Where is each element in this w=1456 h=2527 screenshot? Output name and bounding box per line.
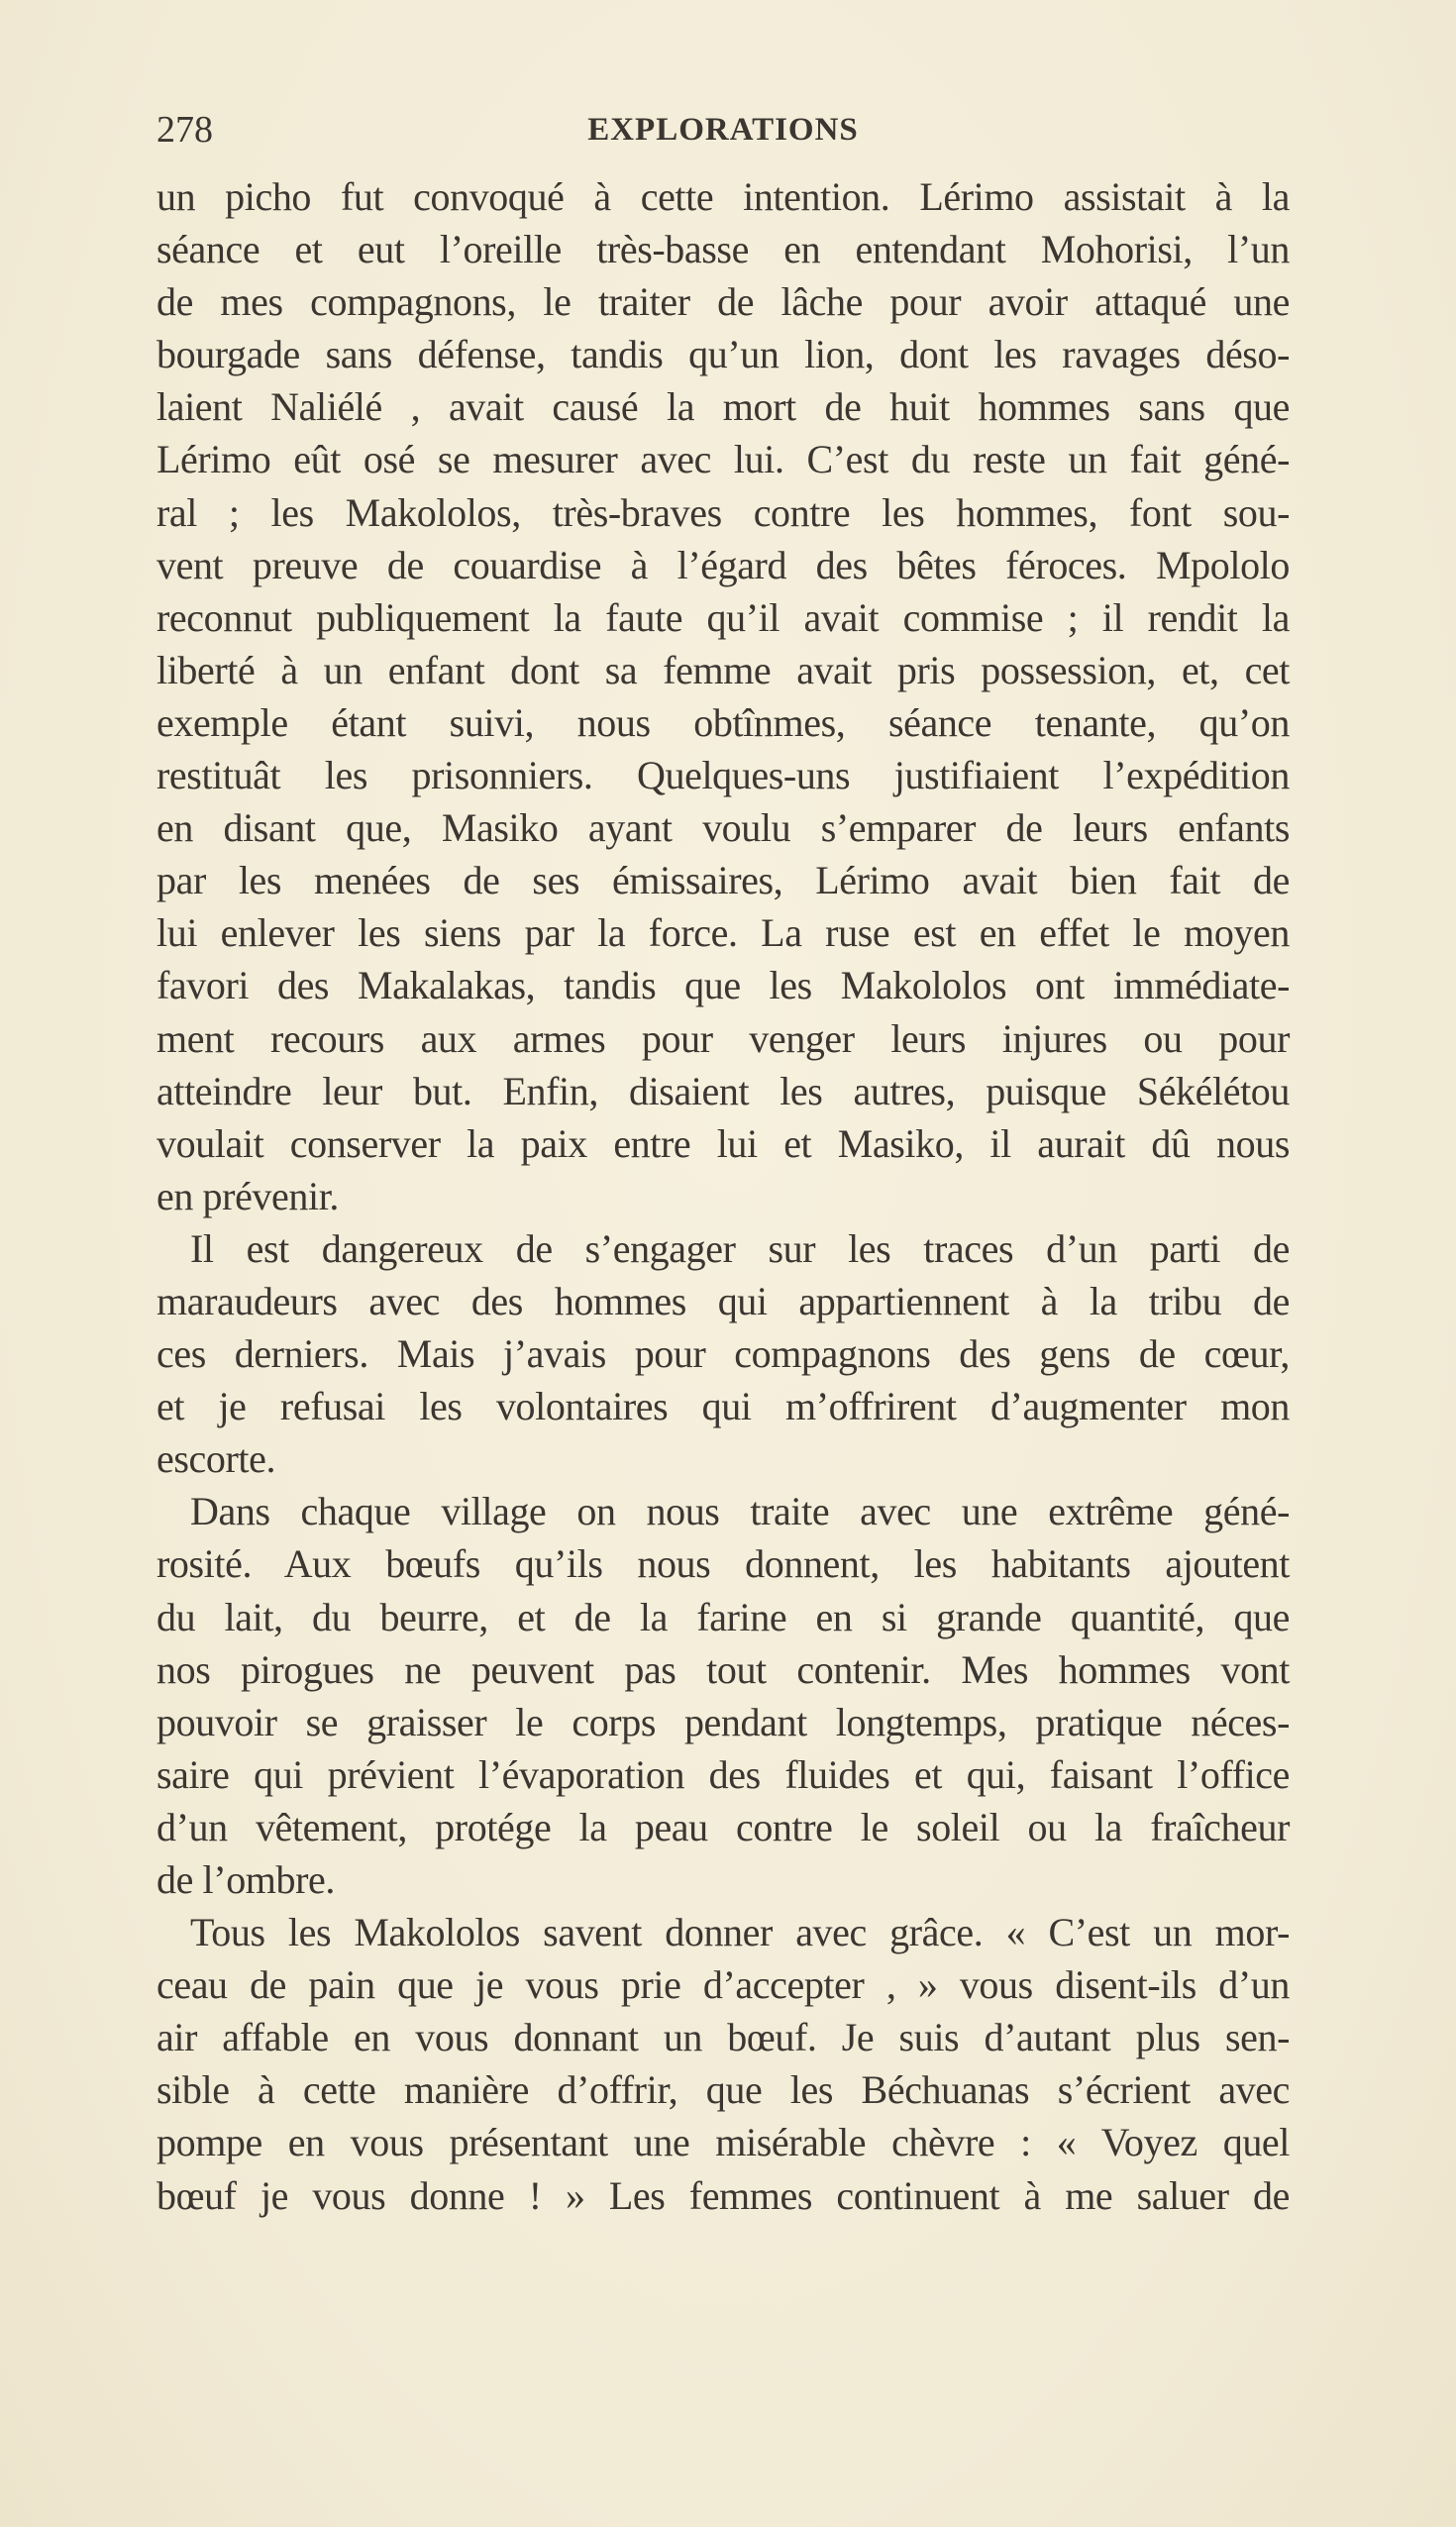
text-line: de mes compagnons, le traiter de lâche pour avoir attaqué une xyxy=(156,279,1290,325)
text-line: rosité. Aux bœufs qu’ils nous donnent, les habitants ajoutent xyxy=(156,1541,1290,1587)
text-line: bœuf je vous donne ! » Les femmes continuent à me saluer de xyxy=(156,2172,1290,2218)
text-line: restituât les prisonniers. Quelques-uns justifiaient l’expédition xyxy=(156,753,1290,798)
text-line: air affable en vous donnant un bœuf. Je suis d’autant plus sen- xyxy=(156,2015,1290,2060)
text-line: saire qui prévient l’évaporation des fluides et qui, faisant l’office xyxy=(156,1751,1290,1797)
page-body-text xyxy=(156,170,1290,2222)
text-line: maraudeurs avec des hommes qui appartiennent à la tribu de xyxy=(156,1278,1290,1323)
text-line: ral ; les Makololos, très-braves contre les hommes, font sou- xyxy=(156,489,1290,535)
text-line: vent preuve de couardise à l’égard des bêtes féroces. Mpololo xyxy=(156,542,1290,587)
text-line: et je refusai les volontaires qui m’offrirent d’augmenter mon xyxy=(156,1384,1290,1429)
text-line: Tous les Makololos savent donner avec grâce. « C’est un mor- xyxy=(190,1910,1290,1955)
text-line: voulait conserver la paix entre lui et Masiko, il aurait dû nous xyxy=(156,1120,1290,1166)
text-line: séance et eut l’oreille très-basse en entendant Mohorisi, l’un xyxy=(156,227,1290,272)
paragraph xyxy=(156,170,1290,1222)
text-line: du lait, du beurre, et de la farine en si grande quantité, que xyxy=(156,1594,1290,1639)
paragraph xyxy=(156,1906,1290,2222)
running-title: EXPLORATIONS xyxy=(587,112,859,148)
text-line: Il est dangereux de s’engager sur les traces d’un parti de xyxy=(190,1225,1290,1271)
text-line: pouvoir se graisser le corps pendant longtemps, pratique néces- xyxy=(156,1699,1290,1744)
text-line: laient Naliélé , avait causé la mort de huit hommes sans que xyxy=(156,384,1290,430)
text-line: ces derniers. Mais j’avais pour compagnons des gens de cœur, xyxy=(156,1331,1290,1377)
text-line: Lérimo eût osé se mesurer avec lui. C’est du reste un fait géné- xyxy=(156,437,1290,482)
text-line: ment recours aux armes pour venger leurs injures ou pour xyxy=(156,1015,1290,1061)
text-line: d’un vêtement, protége la peau contre le soleil ou la fraîcheur xyxy=(156,1804,1290,1849)
page-number: 278 xyxy=(156,109,213,151)
text-line: sible à cette manière d’offrir, que les Béchuanas s’écrient avec xyxy=(156,2067,1290,2113)
text-line: atteindre leur but. Enfin, disaient les autres, puisque Sékélétou xyxy=(156,1068,1290,1113)
page-header xyxy=(156,105,1290,155)
text-line: en disant que, Masiko ayant voulu s’emparer de leurs enfants xyxy=(156,805,1290,851)
text-line: liberté à un enfant dont sa femme avait pris possession, et, cet xyxy=(156,647,1290,692)
text-line: exemple étant suivi, nous obtînmes, séance tenante, qu’on xyxy=(156,699,1290,745)
text-line: reconnut publiquement la faute qu’il avait commise ; il rendit la xyxy=(156,594,1290,640)
text-line: Dans chaque village on nous traite avec une extrême géné- xyxy=(190,1489,1290,1534)
text-line: un picho fut convoqué à cette intention. Lérimo assistait à la xyxy=(156,174,1290,219)
text-line: de l’ombre. xyxy=(156,1857,335,1902)
text-line: favori des Makalakas, tandis que les Makololos ont immédiate- xyxy=(156,963,1290,1008)
paragraph xyxy=(156,1222,1290,1485)
text-line: nos pirogues ne peuvent pas tout contenir. Mes hommes vont xyxy=(156,1646,1290,1692)
text-line: escorte. xyxy=(156,1436,276,1482)
paragraph xyxy=(156,1485,1290,1906)
text-line: par les menées de ses émissaires, Lérimo avait bien fait de xyxy=(156,858,1290,903)
text-line: pompe en vous présentant une misérable chèvre : « Voyez quel xyxy=(156,2120,1290,2165)
text-line: bourgade sans défense, tandis qu’un lion, dont les ravages déso- xyxy=(156,332,1290,377)
text-line: ceau de pain que je vous prie d’accepter , » vous disent-ils d’un xyxy=(156,1962,1290,2008)
text-line: lui enlever les siens par la force. La ruse est en effet le moyen xyxy=(156,910,1290,956)
text-line: en prévenir. xyxy=(156,1173,340,1218)
